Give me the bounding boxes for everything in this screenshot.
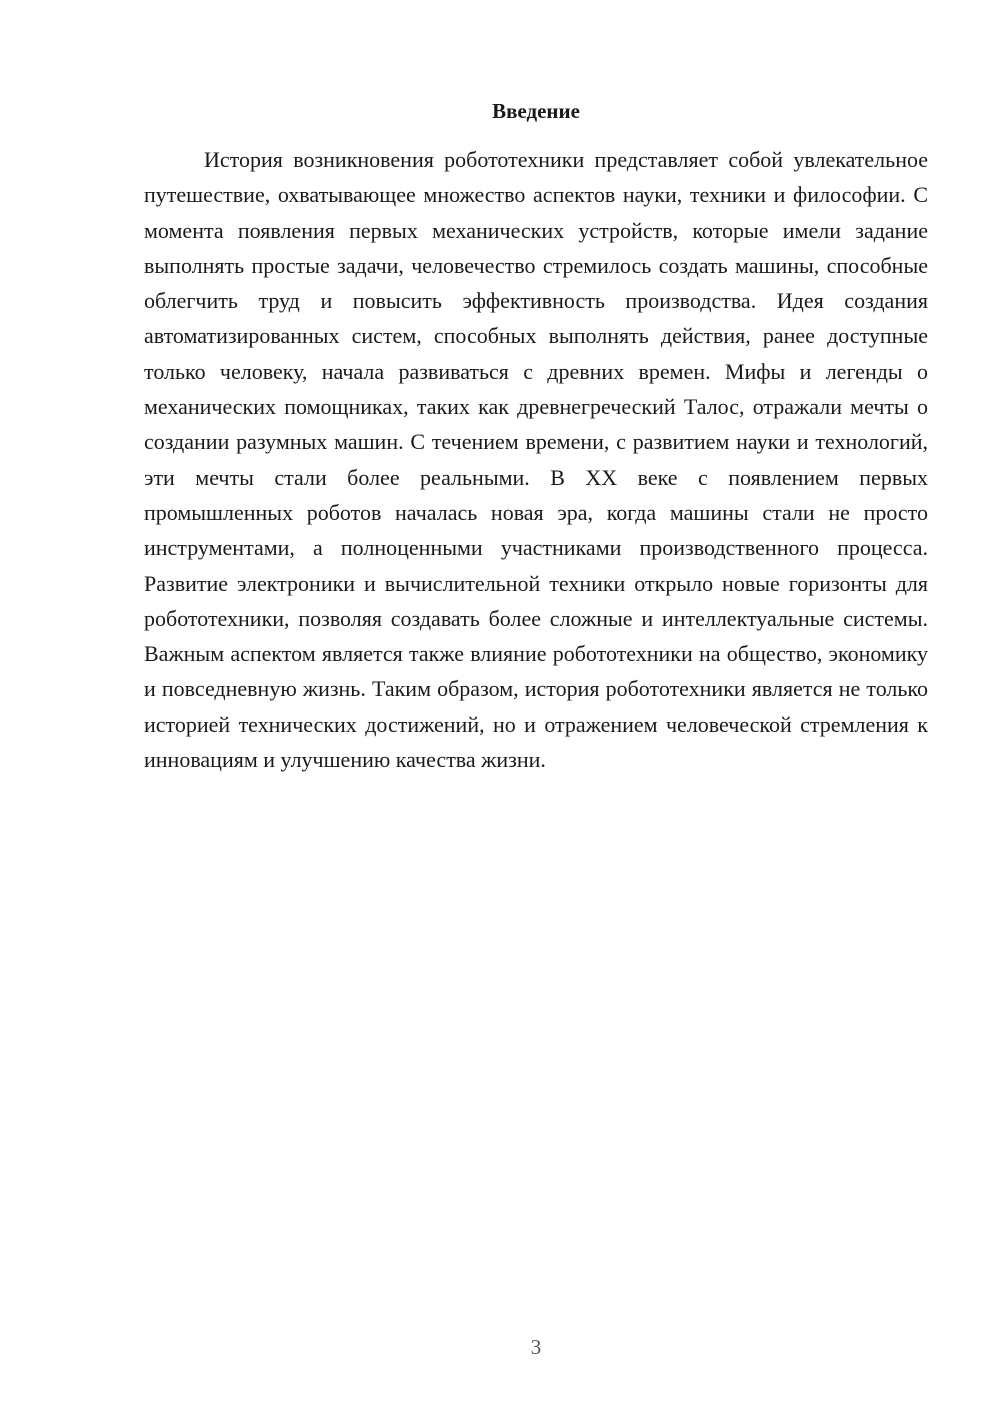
page-number: 3 — [530, 1335, 542, 1359]
body-paragraph: История возникновения робототехники представляет собой увлекательное путешествие, охватывающее множество аспектов науки, техники и философии. С момента появления первых механических устройств, которые имели задание выполнять простые задачи, человечество стремилось создать машины, способные облегчить труд и повысить эффективность производства. Идея создания автоматизированных систем, способных выполнять действия, ранее доступные только человеку, начала развиваться с древних времен. Мифы и легенды о механических помощниках, таких как древнегреческий Талос, отражали мечты о создании разумных машин. С течением времени, с развитием науки и технологий, эти мечты стали более реальными. В XX веке с появлением первых промышленных роботов началась новая эра, когда машины стали не просто инструментами, а полноценными участниками производственного процесса. Развитие электроники и вычислительной техники открыло новые горизонты для робототехники, позволяя создавать более сложные и интеллектуальные системы. Важным аспектом является также влияние робототехники на общество, экономику и повседневную жизнь. Таким образом, история робототехники является не только историей технических достижений, но и отражением человеческой стремления к инновациям и улучшению качества жизни. — [144, 147, 928, 773]
section-heading: Введение — [492, 99, 580, 123]
